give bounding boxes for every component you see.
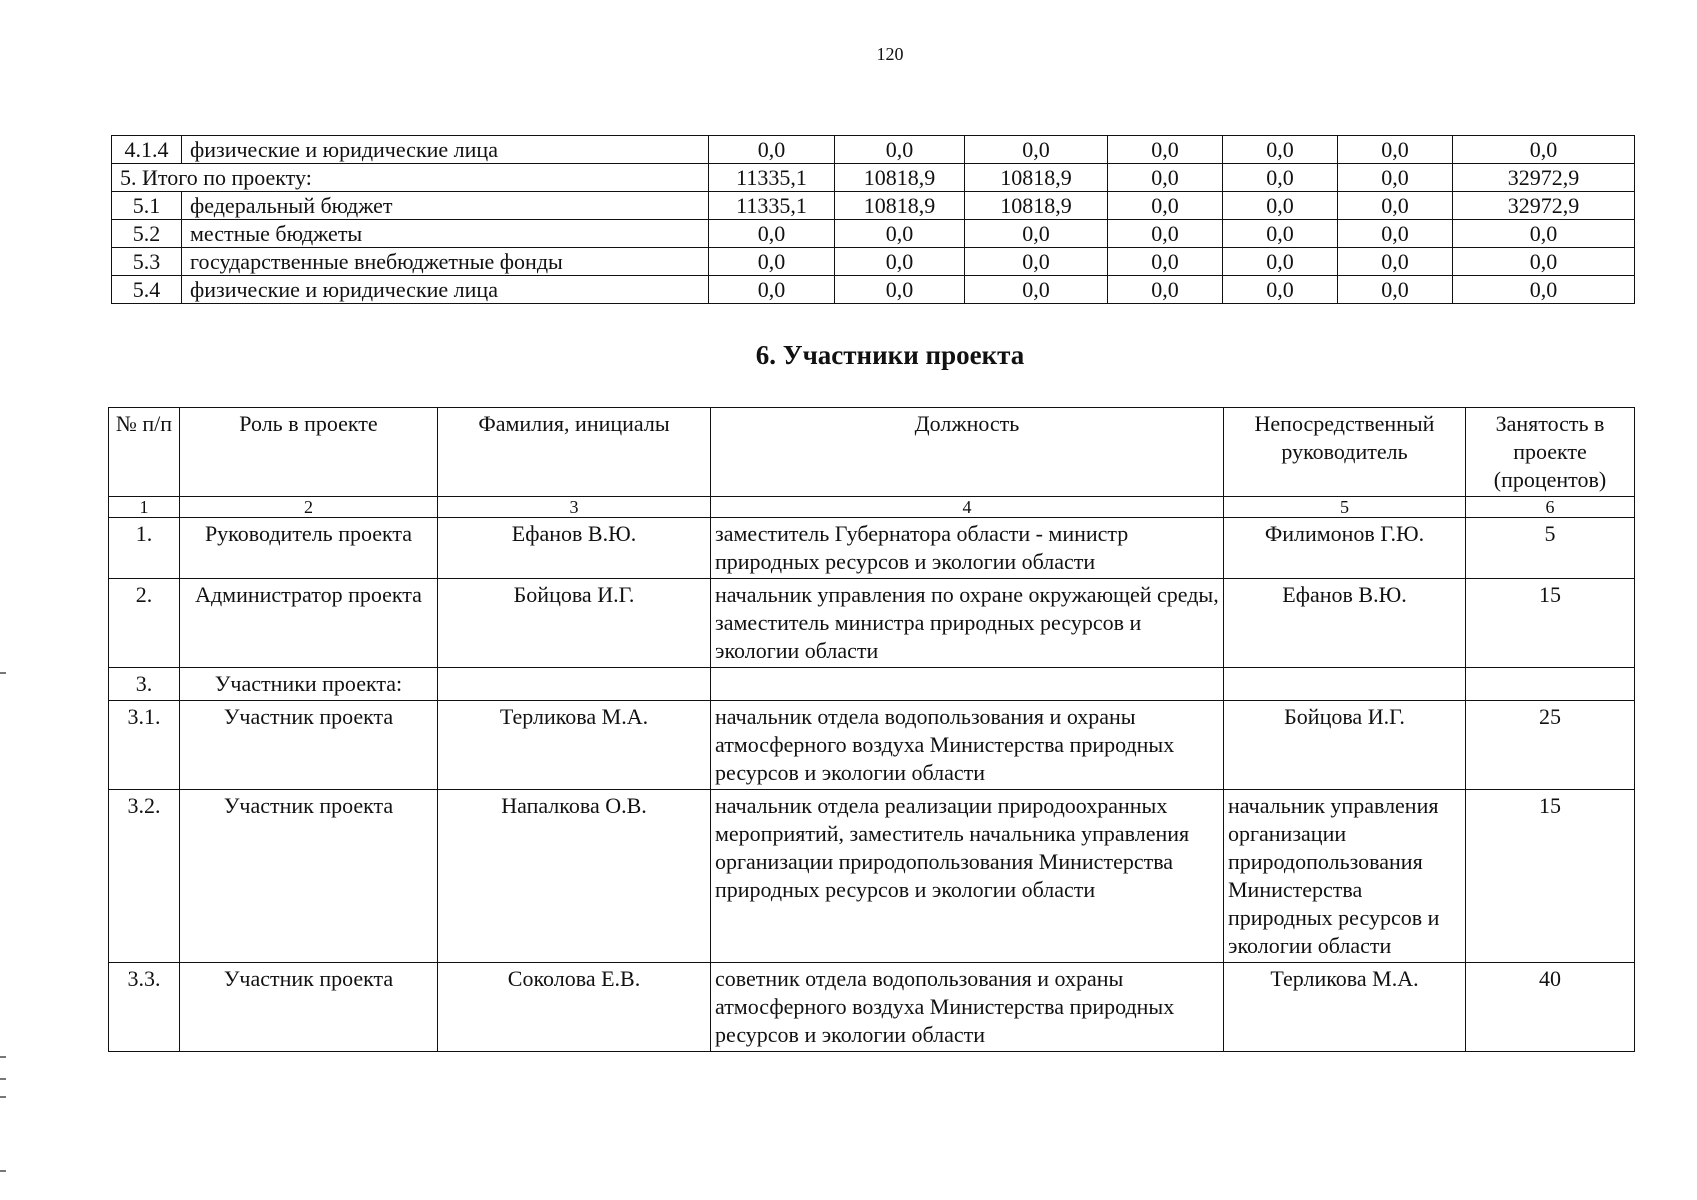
participant-supervisor bbox=[1224, 668, 1466, 701]
finance-row-code: 5.3 bbox=[112, 248, 182, 276]
column-number: 6 bbox=[1466, 497, 1635, 518]
finance-value: 0,0 bbox=[1453, 136, 1635, 164]
finance-value: 0,0 bbox=[1453, 276, 1635, 304]
finance-row-code: 5.4 bbox=[112, 276, 182, 304]
finance-value: 0,0 bbox=[965, 136, 1108, 164]
finance-value: 10818,9 bbox=[835, 192, 965, 220]
participant-role: Участники проекта: bbox=[180, 668, 438, 701]
participant-position: начальник управления по охране окружающей среды, заместитель министра природных ресурсов и экологии области bbox=[711, 579, 1224, 668]
participant-name: Бойцова И.Г. bbox=[438, 579, 711, 668]
participant-row bbox=[109, 668, 1635, 701]
finance-value: 0,0 bbox=[709, 276, 835, 304]
participant-position: заместитель Губернатора области - министр природных ресурсов и экологии области bbox=[711, 518, 1224, 579]
margin-mark bbox=[0, 1170, 6, 1172]
finance-value: 0,0 bbox=[1108, 248, 1223, 276]
finance-row-label: 5. Итого по проекту: bbox=[112, 164, 709, 192]
finance-value: 0,0 bbox=[1223, 192, 1338, 220]
participant-role: Администратор проекта bbox=[180, 579, 438, 668]
participant-supervisor: Филимонов Г.Ю. bbox=[1224, 518, 1466, 579]
participant-supervisor: Терликова М.А. bbox=[1224, 963, 1466, 1052]
participant-num: 1. bbox=[109, 518, 180, 579]
finance-value: 0,0 bbox=[1453, 248, 1635, 276]
participant-employment: 5 bbox=[1466, 518, 1635, 579]
finance-value: 0,0 bbox=[1453, 220, 1635, 248]
participants-table bbox=[108, 407, 1635, 1052]
participant-num: 3.1. bbox=[109, 701, 180, 790]
column-numbers-row bbox=[109, 497, 1635, 518]
finance-value: 0,0 bbox=[965, 276, 1108, 304]
finance-row bbox=[112, 248, 1635, 276]
finance-row-code: 4.1.4 bbox=[112, 136, 182, 164]
participant-num: 3.3. bbox=[109, 963, 180, 1052]
finance-value: 0,0 bbox=[1108, 136, 1223, 164]
participant-role: Участник проекта bbox=[180, 701, 438, 790]
margin-mark bbox=[0, 1096, 6, 1098]
participant-employment bbox=[1466, 668, 1635, 701]
margin-mark bbox=[0, 1056, 6, 1058]
participant-position: начальник отдела водопользования и охраны атмосферного воздуха Министерства природных ресурсов и экологии области bbox=[711, 701, 1224, 790]
column-number: 3 bbox=[438, 497, 711, 518]
finance-value: 0,0 bbox=[1338, 220, 1453, 248]
participant-row bbox=[109, 579, 1635, 668]
finance-value: 0,0 bbox=[1108, 276, 1223, 304]
participant-role: Участник проекта bbox=[180, 963, 438, 1052]
finance-value: 10818,9 bbox=[965, 164, 1108, 192]
header-num: № п/п bbox=[109, 408, 180, 497]
participant-name: Терликова М.А. bbox=[438, 701, 711, 790]
participant-row bbox=[109, 701, 1635, 790]
finance-row-label: физические и юридические лица bbox=[182, 276, 709, 304]
finance-value: 11335,1 bbox=[709, 192, 835, 220]
participant-supervisor: Ефанов В.Ю. bbox=[1224, 579, 1466, 668]
participant-position bbox=[711, 668, 1224, 701]
participant-name bbox=[438, 668, 711, 701]
finance-value: 0,0 bbox=[835, 248, 965, 276]
participant-name: Ефанов В.Ю. bbox=[438, 518, 711, 579]
participant-position: советник отдела водопользования и охраны атмосферного воздуха Министерства природных ресурсов и экологии области bbox=[711, 963, 1224, 1052]
participant-name: Напалкова О.В. bbox=[438, 790, 711, 963]
margin-mark bbox=[0, 1078, 6, 1080]
participant-row bbox=[109, 790, 1635, 963]
participant-role: Руководитель проекта bbox=[180, 518, 438, 579]
finance-value: 0,0 bbox=[1108, 164, 1223, 192]
finance-row-code: 5.2 bbox=[112, 220, 182, 248]
finance-value: 0,0 bbox=[709, 136, 835, 164]
finance-row-label: федеральный бюджет bbox=[182, 192, 709, 220]
finance-value: 0,0 bbox=[1223, 276, 1338, 304]
finance-value: 0,0 bbox=[1338, 136, 1453, 164]
finance-row bbox=[112, 136, 1635, 164]
finance-value: 0,0 bbox=[1108, 220, 1223, 248]
finance-value: 0,0 bbox=[1223, 220, 1338, 248]
finance-row bbox=[112, 220, 1635, 248]
participant-supervisor: начальник управления организации природопользования Министерства природных ресурсов и экологии области bbox=[1224, 790, 1466, 963]
finance-value: 0,0 bbox=[709, 248, 835, 276]
participant-row bbox=[109, 518, 1635, 579]
margin-mark bbox=[0, 672, 6, 674]
participant-role: Участник проекта bbox=[180, 790, 438, 963]
finance-row bbox=[112, 276, 1635, 304]
finance-value: 0,0 bbox=[835, 276, 965, 304]
participant-employment: 40 bbox=[1466, 963, 1635, 1052]
header-role: Роль в проекте bbox=[180, 408, 438, 497]
participant-num: 3. bbox=[109, 668, 180, 701]
finance-value: 0,0 bbox=[965, 220, 1108, 248]
finance-value: 32972,9 bbox=[1453, 192, 1635, 220]
participant-employment: 15 bbox=[1466, 579, 1635, 668]
participant-employment: 15 bbox=[1466, 790, 1635, 963]
finance-value: 0,0 bbox=[1108, 192, 1223, 220]
participants-header-row bbox=[109, 408, 1635, 497]
finance-row bbox=[112, 164, 1635, 192]
finance-row-label: государственные внебюджетные фонды bbox=[182, 248, 709, 276]
header-position: Должность bbox=[711, 408, 1224, 497]
finance-value: 0,0 bbox=[1338, 248, 1453, 276]
finance-table bbox=[111, 135, 1635, 304]
section-title: 6. Участники проекта bbox=[755, 340, 1025, 370]
participant-num: 2. bbox=[109, 579, 180, 668]
column-number: 4 bbox=[711, 497, 1224, 518]
finance-value: 0,0 bbox=[1338, 276, 1453, 304]
finance-value: 0,0 bbox=[965, 248, 1108, 276]
column-number: 1 bbox=[109, 497, 180, 518]
finance-value: 0,0 bbox=[1223, 136, 1338, 164]
finance-value: 0,0 bbox=[1338, 164, 1453, 192]
finance-value: 32972,9 bbox=[1453, 164, 1635, 192]
participant-row bbox=[109, 963, 1635, 1052]
header-name: Фамилия, инициалы bbox=[438, 408, 711, 497]
finance-row-code: 5.1 bbox=[112, 192, 182, 220]
finance-value: 0,0 bbox=[1223, 248, 1338, 276]
header-employment: Занятость в проекте (процентов) bbox=[1466, 408, 1635, 497]
participant-num: 3.2. bbox=[109, 790, 180, 963]
finance-value: 0,0 bbox=[835, 220, 965, 248]
finance-value: 10818,9 bbox=[965, 192, 1108, 220]
finance-value: 0,0 bbox=[835, 136, 965, 164]
participant-employment: 25 bbox=[1466, 701, 1635, 790]
page-number: 120 bbox=[876, 44, 904, 64]
participant-position: начальник отдела реализации природоохранных мероприятий, заместитель начальника управления организации природопользования Министерства природных ресурсов и экологии области bbox=[711, 790, 1224, 963]
participant-supervisor: Бойцова И.Г. bbox=[1224, 701, 1466, 790]
finance-row-label: местные бюджеты bbox=[182, 220, 709, 248]
finance-value: 0,0 bbox=[1338, 192, 1453, 220]
finance-value: 11335,1 bbox=[709, 164, 835, 192]
finance-row bbox=[112, 192, 1635, 220]
column-number: 2 bbox=[180, 497, 438, 518]
finance-value: 0,0 bbox=[709, 220, 835, 248]
finance-value: 10818,9 bbox=[835, 164, 965, 192]
finance-value: 0,0 bbox=[1223, 164, 1338, 192]
finance-row-label: физические и юридические лица bbox=[182, 136, 709, 164]
column-number: 5 bbox=[1224, 497, 1466, 518]
participant-name: Соколова Е.В. bbox=[438, 963, 711, 1052]
header-supervisor: Непосредственный руководитель bbox=[1224, 408, 1466, 497]
